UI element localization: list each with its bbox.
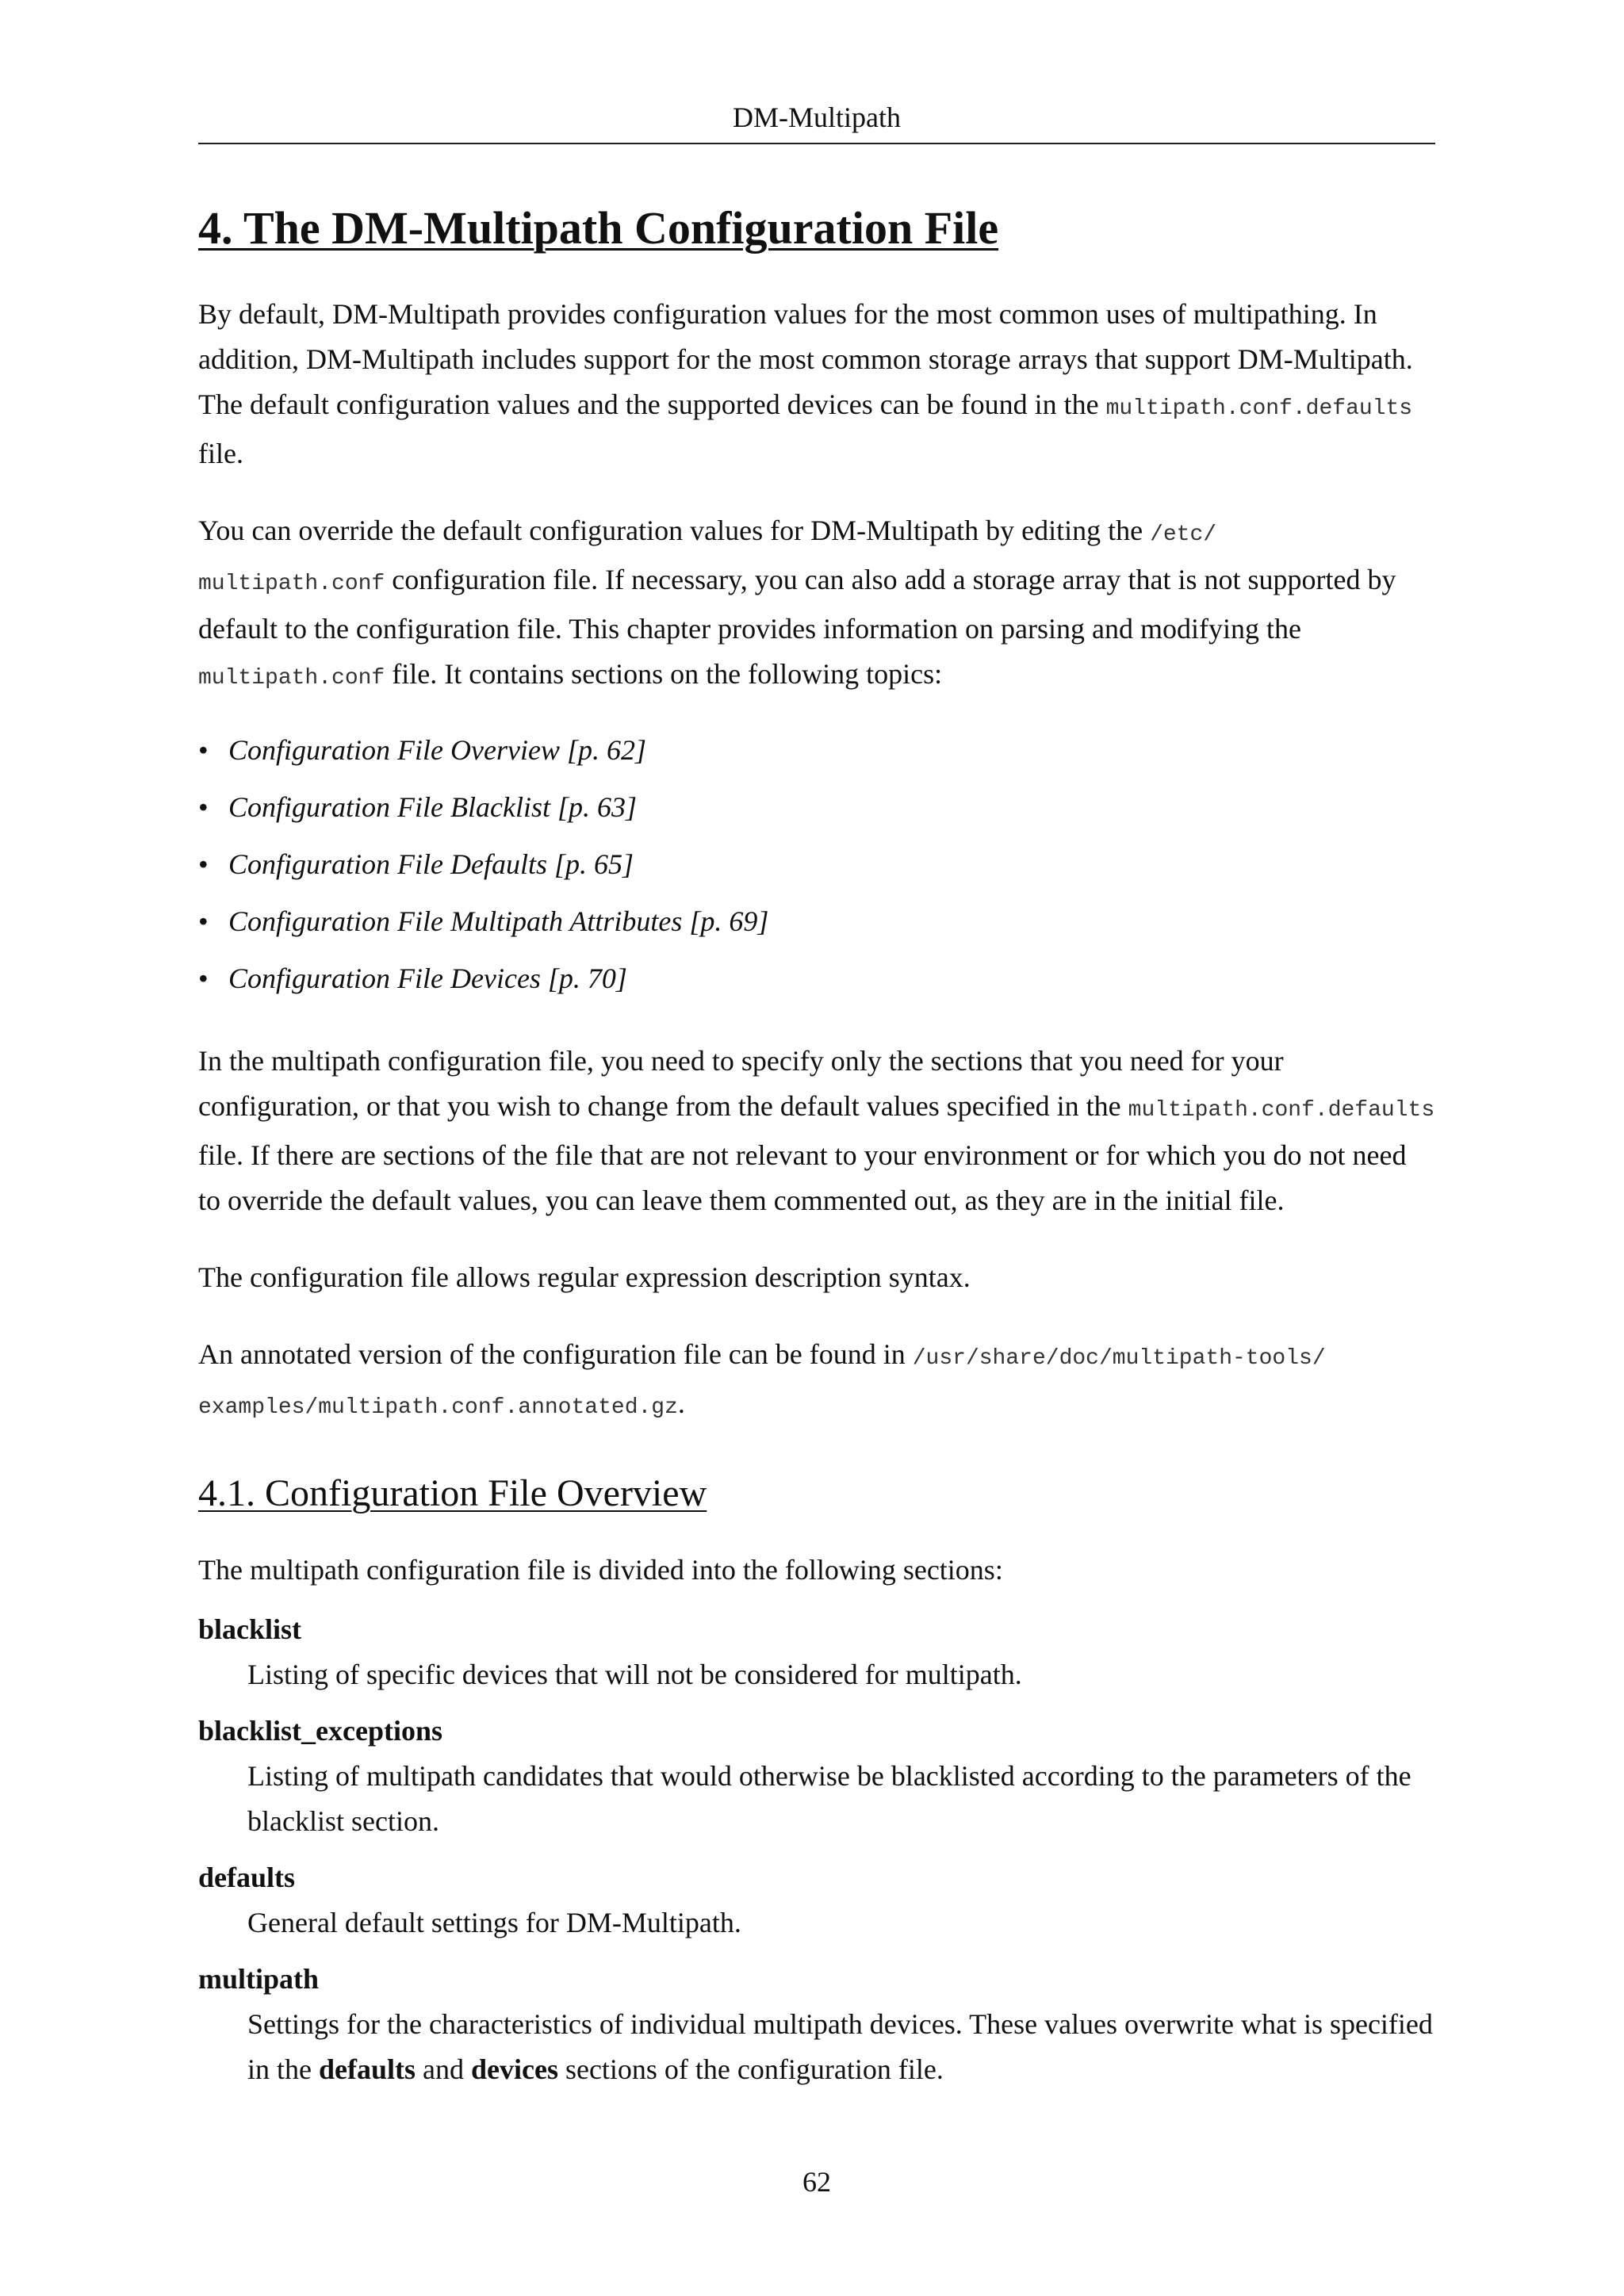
intro-paragraph-3 — [198, 1039, 1435, 1223]
intro-p2-tail: file. It contains sections on the following topics: — [385, 658, 943, 690]
topic-link-overview[interactable]: • Configuration File Overview [p. 62] — [198, 721, 1435, 779]
annotated-path-file: examples/multipath.conf.annotated.gz — [198, 1395, 678, 1420]
desc-blacklist-exceptions: Listing of multipath candidates that would otherwise be blacklisted according to the parameters of the blacklist section. — [247, 1760, 1411, 1837]
chapter-title: 4. The DM-Multipath Configuration File — [198, 202, 999, 254]
topic-link-devices[interactable]: • Configuration File Devices [p. 70] — [198, 950, 1435, 1007]
topic-link-defaults[interactable]: • Configuration File Defaults [p. 65] — [198, 836, 1435, 893]
bullet: • — [198, 905, 209, 937]
term-blacklist: blacklist — [198, 1613, 302, 1645]
desc-multipath: Settings for the characteristics of individual multipath devices. These values overwrite what is specified in the defaults and devices sections of the configuration file. — [247, 2008, 1433, 2085]
conf-filename-2: multipath.conf — [198, 666, 385, 691]
term-multipath: multipath — [198, 1963, 320, 1995]
intro-p2-text: You can override the default configuration values for DM-Multipath by editing the — [198, 515, 1151, 546]
term-blacklist-exceptions: blacklist_exceptions — [198, 1715, 443, 1747]
intro-paragraph-1 — [198, 292, 1435, 476]
document-page — [198, 0, 1435, 2296]
conf-filename: multipath.conf — [198, 572, 385, 596]
intro-p5-tail: . — [677, 1387, 685, 1419]
intro-p3-text: In the multipath configuration file, you need to specify only the sections that you need for your configuration, or that you wish to change from the default values specified in the — [198, 1045, 1284, 1122]
intro-paragraph-2 — [198, 508, 1435, 701]
etc-path: /etc/ — [1150, 522, 1217, 547]
running-header: DM-Multipath — [733, 101, 901, 133]
annotated-path-dir: /usr/share/doc/multipath-tools/ — [912, 1346, 1326, 1371]
intro-p5-text: An annotated version of the configuration file can be found in — [198, 1338, 913, 1370]
overview-intro: The multipath configuration file is divided into the following sections: — [198, 1554, 1003, 1586]
topic-link-blacklist[interactable]: • Configuration File Blacklist [p. 63] — [198, 779, 1435, 836]
defaults-filename-2: multipath.conf.defaults — [1128, 1098, 1435, 1123]
bullet: • — [198, 848, 209, 880]
defaults-keyword: defaults — [318, 2053, 416, 2085]
bullet: • — [198, 791, 209, 823]
devices-keyword: devices — [470, 2053, 558, 2085]
term-defaults: defaults — [198, 1862, 296, 1893]
intro-p1-tail: file. — [198, 438, 243, 469]
intro-p3-tail: file. If there are sections of the file that are not relevant to your environment or for which you do not need to override the default values, you can leave them commented out, as they are in the initial file. — [198, 1139, 1407, 1216]
desc-blacklist: Listing of specific devices that will not be considered for multipath. — [247, 1659, 1022, 1690]
page-content — [198, 197, 1435, 2092]
topic-link-multipath-attributes[interactable]: • Configuration File Multipath Attributes [p. 69] — [198, 893, 1435, 950]
sections-definition-list — [198, 1607, 1435, 2092]
intro-paragraph-5 — [198, 1332, 1435, 1430]
section-title-overview: 4.1. Configuration File Overview — [198, 1472, 707, 1514]
page-number: 62 — [802, 2166, 831, 2198]
bullet: • — [198, 734, 209, 766]
intro-paragraph-4: The configuration file allows regular expression description syntax. — [198, 1261, 971, 1293]
intro-p1-text: By default, DM-Multipath provides configuration values for the most common uses of multipathing. In addition, DM-Multipath includes support for the most common storage arrays that support DM-Multipath. The default configuration values and the supported devices can be found in the — [198, 298, 1413, 420]
intro-p2-mid: configuration file. If necessary, you can also add a storage array that is not supported by default to the configuration file. This chapter provides information on parsing and modifying the — [198, 564, 1396, 645]
desc-defaults: General default settings for DM-Multipath. — [247, 1907, 741, 1938]
defaults-filename: multipath.conf.defaults — [1105, 396, 1413, 421]
bullet: • — [198, 962, 209, 994]
topics-list — [198, 721, 1435, 1007]
header-rule — [198, 143, 1435, 144]
